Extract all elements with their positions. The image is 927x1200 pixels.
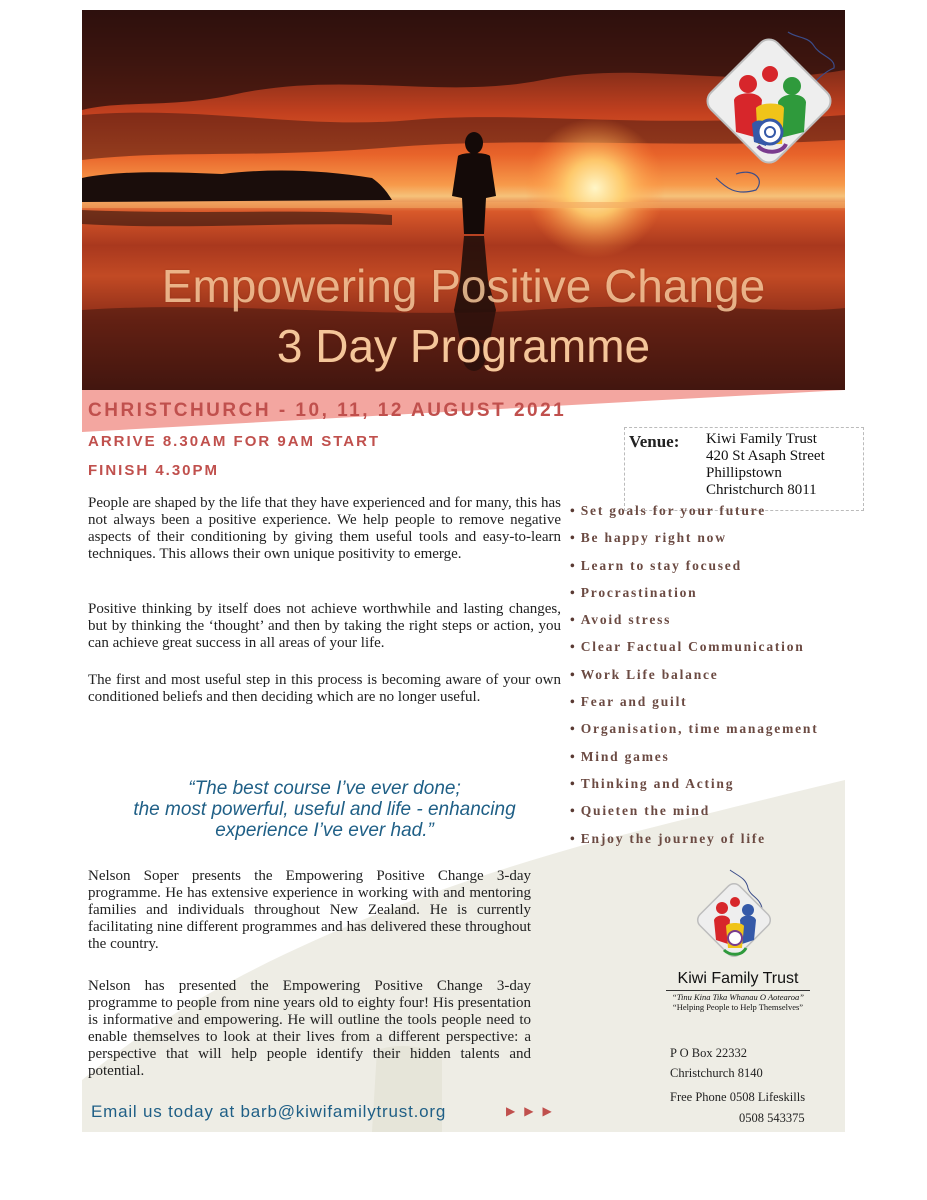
hero-title-line2: 3 Day Programme: [276, 320, 651, 372]
list-item: [570, 612, 819, 639]
org-divider: [666, 990, 810, 991]
person-silhouette-icon: [452, 132, 496, 234]
topic-label: Fear and guilt: [580, 694, 688, 710]
org-name: Kiwi Family Trust: [677, 970, 799, 987]
bullet-icon: •: [570, 584, 575, 600]
bullet-icon: •: [570, 503, 575, 518]
paragraph-text: People are shaped by the life that they have experienced and for many, this has not always been a positive experience. We help people to remove negative aspects of their conditioning by giving them useful tools and easy-to-learn techniques. This allows their own unique positivity to emerge.: [88, 495, 561, 562]
org-maori-motto: “Tinu Kina Tika Whanau O Aotearoa”: [671, 992, 804, 1002]
list-item: [570, 558, 819, 585]
list-item: [570, 667, 819, 694]
quote-line: experience I’ve ever had.”: [215, 820, 434, 841]
bullet-icon: •: [570, 748, 575, 764]
list-item: [570, 831, 819, 858]
bullet-icon: •: [570, 775, 575, 791]
bullet-icon: •: [570, 694, 575, 710]
list-item: [570, 803, 819, 830]
bullet-icon: •: [570, 830, 575, 846]
presenter-paragraph-1: [88, 853, 531, 968]
intro-paragraph-1: [88, 495, 561, 563]
intro-paragraph-3: [88, 672, 561, 706]
venue-line: 420 St Asaph Street: [706, 448, 825, 464]
bullet-icon: •: [570, 557, 575, 573]
presenter-paragraph-2: [88, 963, 531, 1095]
contact-phone-number: 0508 543375: [739, 1111, 805, 1125]
bullet-icon: •: [570, 530, 575, 546]
paragraph-text: The first and most useful step in this process is becoming aware of your own conditioned beliefs and then deciding which are no longer useful.: [88, 672, 561, 705]
hero-title-line1: Empowering Positive Change: [161, 260, 766, 312]
list-item: [570, 694, 819, 721]
event-location-dates: CHRISTCHURCH - 10, 11, 12 AUGUST 2021: [88, 400, 567, 421]
paragraph-text: Positive thinking by itself does not achieve worthwhile and lasting changes, but by thinking the ‘thought’ and then by taking the right steps or action, you can achieve great success in all areas of your life.: [88, 601, 561, 651]
topic-label: Mind games: [580, 748, 670, 764]
topic-label: Enjoy the journey of life: [580, 830, 766, 846]
paragraph-text: Nelson Soper presents the Empowering Positive Change 3-day programme. He has extensive experience in working with and mentoring families and individuals throughout New Zealand. He is currently facilitating nine different programmes and has delivered these throughout the country.: [88, 868, 531, 952]
venue-line: Phillipstown: [706, 465, 782, 481]
list-item: [570, 530, 819, 557]
contact-po-box: P O Box 22332: [670, 1046, 747, 1060]
venue-label: Venue:: [629, 432, 680, 451]
bullet-icon: •: [570, 803, 575, 819]
bullet-icon: •: [570, 639, 575, 655]
topic-label: Learn to stay focused: [580, 557, 742, 573]
topic-label: Work Life balance: [580, 666, 719, 682]
kiwi-family-trust-small-logo-icon: [690, 868, 780, 973]
venue-address: [706, 431, 825, 499]
testimonial-quote: [88, 778, 561, 841]
event-finish-time: FINISH 4.30PM: [88, 462, 220, 479]
list-item: [570, 585, 819, 612]
kiwi-family-trust-logo-icon: [696, 28, 842, 200]
topic-label: Set goals for your future: [580, 503, 766, 518]
list-item: [570, 749, 819, 776]
contact-city: Christchurch 8140: [670, 1066, 763, 1080]
list-item: [570, 721, 819, 748]
email-cta-link[interactable]: Email us today at barb@kiwifamilytrust.org: [91, 1102, 447, 1121]
quote-line: “The best course I’ve ever done;: [188, 778, 461, 799]
topic-label: Organisation, time management: [580, 721, 819, 737]
bullet-icon: •: [570, 721, 575, 737]
topic-label: Avoid stress: [580, 612, 672, 628]
quote-line: the most powerful, useful and life - enhancing: [133, 799, 516, 820]
topic-label: Procrastination: [580, 584, 698, 600]
topic-list: [570, 503, 819, 858]
list-item: [570, 776, 819, 803]
topic-label: Clear Factual Communication: [580, 639, 805, 655]
topic-label: Thinking and Acting: [580, 775, 735, 791]
contact-phone: Free Phone 0508 Lifeskills: [670, 1090, 806, 1104]
org-motto: “Helping People to Help Themselves”: [672, 1002, 804, 1012]
intro-paragraph-2: [88, 601, 561, 652]
bullet-icon: •: [570, 666, 575, 682]
event-arrive-time: ARRIVE 8.30AM FOR 9AM START: [88, 433, 381, 450]
topic-label: Be happy right now: [580, 530, 727, 546]
arrow-right-icon: ▶ ▶ ▶: [506, 1104, 555, 1118]
topic-label: Quieten the mind: [580, 803, 711, 819]
venue-line: Kiwi Family Trust: [706, 431, 817, 447]
paragraph-text: Nelson has presented the Empowering Positive Change 3-day programme to people from nine years old to eighty four! His presentation is informative and empowering. He will outline the tools people need to enable themselves to look at their lives from a different perspective: a perspective that will help people identify their hidden talents and potential.: [88, 978, 531, 1079]
venue-box: [624, 427, 864, 511]
venue-line: Christchurch 8011: [706, 482, 817, 498]
bullet-icon: •: [570, 612, 575, 628]
list-item: [570, 639, 819, 666]
list-item: [570, 503, 819, 530]
